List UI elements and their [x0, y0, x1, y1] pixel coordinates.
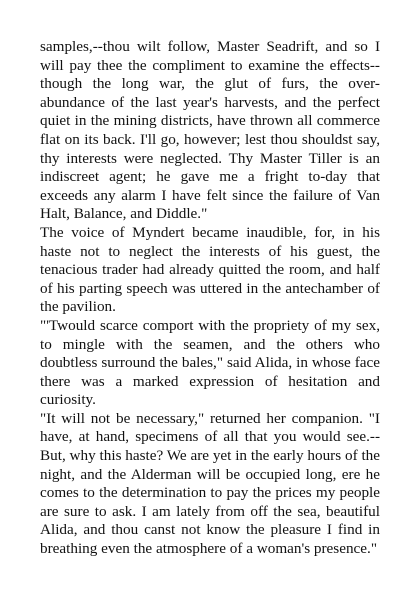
paragraph-3: "'Twould scarce comport with the propriety of my sex, to mingle with the seamen, and the others who doubtless surround the bales," said Alida, in whose face there was a marked expression of hesitation and curiosity.: [40, 316, 380, 409]
paragraph-1: samples,--thou wilt follow, Master Seadrift, and so I will pay thee the compliment to examine the effects--though the long war, the glut of furs, the over-abundance of the last year's harvests, and the perfect quiet in the mining districts, have thrown all commerce flat on its back. I'll go, however; lest thou shouldst say, thy interests were neglected. Thy Master Tiller is an indiscreet agent; he gave me a fright to-day that exceeds any alarm I have felt since the failure of Van Halt, Balance, and Diddle.": [40, 38, 380, 223]
paragraph-4: "It will not be necessary," returned her companion. "I have, at hand, specimens of all that you would see.--But, why this haste? We are yet in the early hours of the night, and the Alderman will be occupied long, ere he comes to the determination to pay the prices my people are sure to ask. I am lately from off the sea, beautiful Alida, and thou canst not know the pleasure I find in breathing even the atmosphere of a woman's presence.": [40, 409, 380, 558]
paragraph-2: The voice of Myndert became inaudible, for, in his haste not to neglect the interests of his guest, the tenacious trader had already quitted the room, and half of his parting speech was uttered in the antechamber of the pavilion.: [40, 223, 380, 316]
page-text-block: [40, 38, 380, 559]
